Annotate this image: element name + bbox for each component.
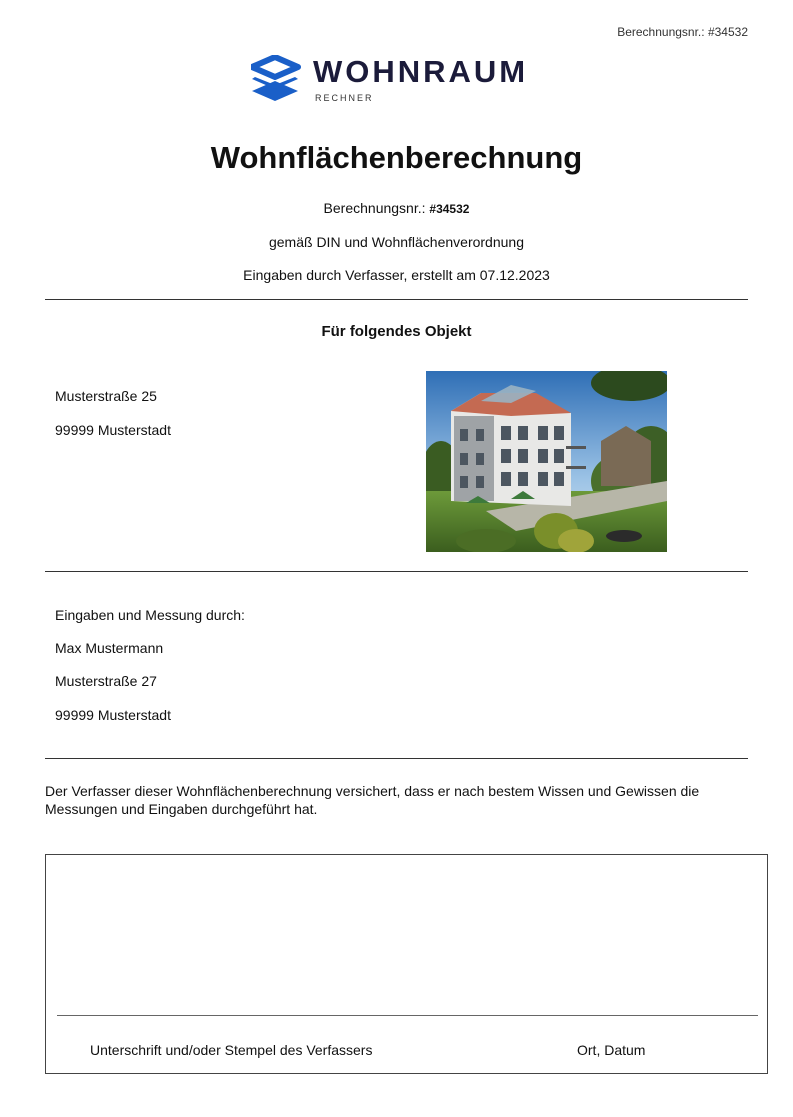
calc-number-label: Berechnungsnr.: [323, 200, 426, 216]
logo-subtitle: RECHNER [315, 93, 374, 103]
author-street: Musterstraße 27 [55, 673, 157, 689]
page-title: Wohnflächenberechnung [210, 140, 583, 175]
author-city: 99999 Musterstadt [55, 707, 171, 723]
declaration-text: Der Verfasser dieser Wohnflächenberechnung versichert, dass er nach bestem Wissen und Gewissen die Messungen und Eingaben durchgeführt hat. [45, 783, 700, 817]
divider [45, 299, 748, 300]
top-reference-label: Berechnungsnr.: [617, 25, 705, 39]
logo-wordmark: WOHNRAUM [313, 54, 529, 89]
signature-box[interactable] [45, 854, 768, 1074]
divider [45, 571, 748, 572]
divider [45, 758, 748, 759]
standard-line: gemäß DIN und Wohnflächenverordnung [268, 234, 524, 250]
building-photo [426, 371, 667, 552]
signature-label: Unterschrift und/oder Stempel des Verfassers [90, 1042, 373, 1058]
top-reference [617, 25, 748, 39]
calc-number-value: #34532 [429, 202, 470, 216]
created-line: Eingaben durch Verfasser, erstellt am 07.12.2023 [243, 267, 550, 283]
author-label: Eingaben und Messung durch: [55, 607, 245, 623]
object-street: Musterstraße 25 [55, 388, 157, 404]
author-name: Max Mustermann [55, 640, 164, 656]
calc-number-line [0, 200, 793, 216]
place-date-label: Ort, Datum [577, 1042, 646, 1058]
object-heading: Für folgendes Objekt [321, 323, 472, 340]
top-reference-value: #34532 [707, 25, 748, 39]
object-city: 99999 Musterstadt [55, 422, 171, 438]
signature-line [57, 1015, 758, 1016]
